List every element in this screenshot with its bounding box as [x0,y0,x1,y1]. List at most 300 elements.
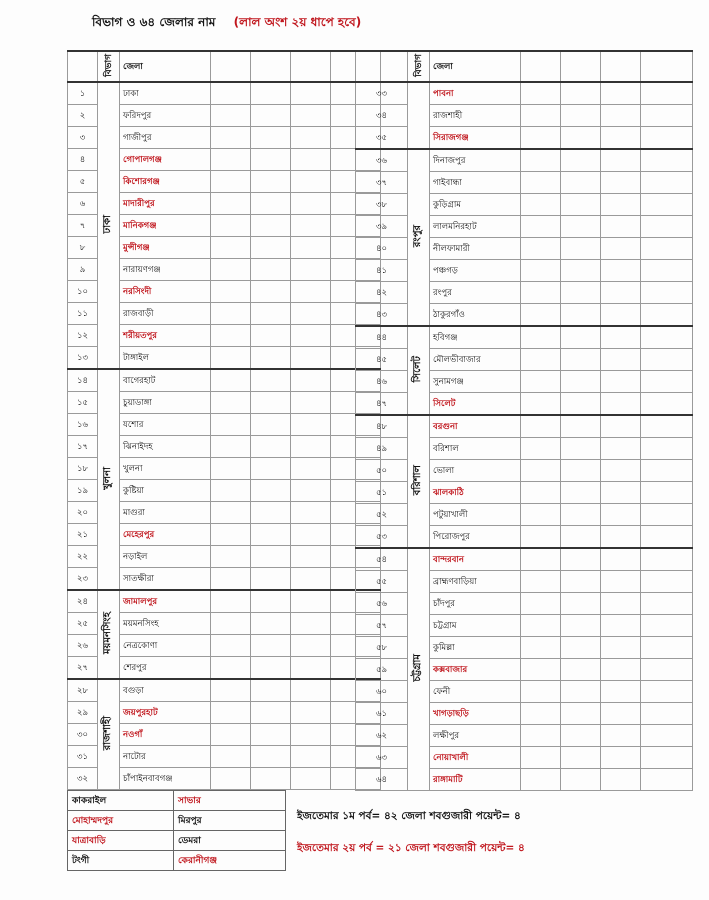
area-cell: সাভার [174,791,286,811]
empty-cell [521,216,561,238]
empty-cell [561,304,601,327]
empty-cell [641,304,693,327]
empty-cell [641,460,693,482]
empty-cell [211,524,251,546]
empty-cell [291,590,331,613]
division-cell [98,590,120,679]
serial-number: ৫৩ [356,526,408,549]
left-district-table [67,50,381,790]
serial-number: ৪ [68,149,98,171]
empty-cell [561,615,601,637]
empty-cell [521,304,561,327]
district-name: চাঁপাইনবাবগঞ্জ [120,768,211,790]
empty-cell [601,304,641,327]
empty-cell [251,590,291,613]
empty-cell [561,349,601,371]
empty-cell [601,127,641,150]
empty-cell [251,546,291,568]
empty-cell [601,637,641,659]
empty-cell [291,215,331,237]
empty-cell [211,347,251,370]
empty-cell [561,127,601,150]
district-row [356,304,693,327]
district-row [356,725,693,747]
empty-cell [641,747,693,769]
empty-cell [641,548,693,571]
empty-cell [521,747,561,769]
empty-cell [251,171,291,193]
empty-cell [291,127,331,149]
empty-cell [561,105,601,127]
empty-cell [561,172,601,194]
empty-cell [561,482,601,504]
area-cell: কেরানীগঞ্জ [174,851,286,871]
empty-cell [291,347,331,370]
district-row [356,659,693,681]
district-name: নারায়ণগঞ্জ [120,259,211,281]
title-text: বিভাগ ও ৬৪ জেলার নাম [92,15,216,29]
district-name: রাঙ্গামাটি [430,769,521,791]
division-header-label: বিভাগ [104,53,114,77]
serial-number: ১৮ [68,458,98,480]
serial-number: ৬৪ [356,769,408,791]
district-row [356,615,693,637]
empty-cell [561,393,601,416]
district-name: বগুড়া [120,679,211,702]
title-note: (লাল অংশ ২য় ধাপে হবে) [233,15,362,29]
right-district-table [355,50,693,791]
empty-cell [291,303,331,325]
district-row [356,393,693,416]
empty-cell [291,746,331,768]
empty-cell [601,82,641,105]
empty-cell [521,593,561,615]
empty-cell [211,746,251,768]
division-name: ময়মনসিংহ [102,612,113,654]
district-name: ঠাকুরগাঁও [430,304,521,327]
empty-cell [291,635,331,657]
empty-cell [561,194,601,216]
empty-cell [601,105,641,127]
serial-number: ৩ [68,127,98,149]
empty-cell [291,724,331,746]
empty-cell [521,127,561,150]
district-name: খুলনা [120,458,211,480]
district-name: ফেনী [430,681,521,703]
empty-cell [561,703,601,725]
serial-number: ৮ [68,237,98,259]
empty-cell [251,105,291,127]
district-name: চাঁদপুর [430,593,521,615]
district-name: নওগাঁ [120,724,211,746]
empty-cell [641,725,693,747]
empty-cell [601,571,641,593]
empty-cell [251,524,291,546]
serial-number: ৩১ [68,746,98,768]
district-name: বরিশাল [430,438,521,460]
empty-cell [211,768,251,790]
district-name: নরসিংদী [120,281,211,303]
area-cell: টংগী [68,851,174,871]
empty-cell [211,480,251,502]
empty-cell [601,172,641,194]
empty-cell [251,303,291,325]
empty-cell [641,216,693,238]
empty-cell [641,615,693,637]
empty-cell [211,392,251,414]
district-row [356,105,693,127]
empty-cell [601,482,641,504]
empty-cell [521,438,561,460]
district-name: কুমিল্লা [430,637,521,659]
district-name: ঢাকা [120,82,211,105]
division-cell [408,548,430,791]
district-row [356,326,693,349]
empty-cell [561,747,601,769]
empty-cell [211,105,251,127]
table-header-row [68,51,381,82]
district-header: জেলা [430,51,521,82]
phase-two-note: ইজতেমার ২য় পর্ব = ২১ জেলা শবগুজারী পয়েন্ট= ৪ [297,842,525,854]
serial-number: ২৭ [68,657,98,680]
empty-cell [601,326,641,349]
serial-number: ৪৯ [356,438,408,460]
district-name: কুষ্টিয়া [120,480,211,502]
empty-cell [291,237,331,259]
district-name: জামালপুর [120,590,211,613]
district-row [68,590,381,613]
empty-cell [251,82,291,105]
empty-cell [641,659,693,681]
page-title [92,14,361,34]
district-name: ময়মনসিংহ [120,613,211,635]
empty-cell [291,193,331,215]
empty-cell [561,326,601,349]
district-name: গোপালগঞ্জ [120,149,211,171]
district-name: চুয়াডাঙ্গা [120,392,211,414]
empty-cell [251,568,291,591]
empty-cell [251,635,291,657]
district-name: শেরপুর [120,657,211,680]
empty-cell [601,216,641,238]
empty-cell [561,769,601,791]
empty-cell [521,482,561,504]
serial-number: ২ [68,105,98,127]
district-row [356,82,693,105]
empty-cell [601,593,641,615]
division-header-label: বিভাগ [414,53,424,77]
empty-cell [291,281,331,303]
empty-cell [521,172,561,194]
empty-cell [291,325,331,347]
district-header: জেলা [120,51,211,82]
serial-number: ৫৪ [356,548,408,571]
empty-cell [211,281,251,303]
table-header-row [356,51,693,82]
empty-cell [291,480,331,502]
serial-number: ১৫ [68,392,98,414]
empty-cell [641,127,693,150]
district-name: মেহেরপুর [120,524,211,546]
serial-number: ৪৬ [356,371,408,393]
empty-cell [601,393,641,416]
empty-cell [211,702,251,724]
area-cell: যাত্রাবাড়ি [68,831,174,851]
empty-cell [211,414,251,436]
empty-cell [521,703,561,725]
district-row [356,482,693,504]
district-name: গাজীপুর [120,127,211,149]
serial-number: ১৬ [68,414,98,436]
empty-cell [601,282,641,304]
serial-number: ১৪ [68,369,98,392]
serial-header [356,51,408,82]
empty-cell [521,460,561,482]
area-row [68,791,286,811]
serial-number: ৩৬ [356,149,408,172]
empty-cell [251,392,291,414]
district-name: লালমনিরহাট [430,216,521,238]
serial-number: ১৩ [68,347,98,370]
serial-number: ৬০ [356,681,408,703]
empty-cell [521,504,561,526]
empty-cell [521,681,561,703]
district-name: কুড়িগ্রাম [430,194,521,216]
empty-cell [641,149,693,172]
empty-cell [561,571,601,593]
area-cell: ডেমরা [174,831,286,851]
division-name: খুলনা [102,466,113,490]
district-name: খাগড়াছড়ি [430,703,521,725]
division-cell [408,149,430,326]
empty-cell [251,724,291,746]
district-name: ঝিনাইদহ [120,436,211,458]
empty-cell [521,371,561,393]
empty-cell [251,679,291,702]
serial-number: ১২ [68,325,98,347]
empty-cell [561,460,601,482]
empty-cell [211,546,251,568]
empty-cell [641,349,693,371]
area-row [68,811,286,831]
empty-cell [291,702,331,724]
district-row [356,149,693,172]
area-row [68,831,286,851]
area-row [68,851,286,871]
serial-number: ৩৭ [356,172,408,194]
district-name: শরীয়তপুর [120,325,211,347]
serial-number: ৫৮ [356,637,408,659]
district-name: মানিকগঞ্জ [120,215,211,237]
division-cell [408,326,430,415]
empty-cell [211,436,251,458]
serial-number: ৬২ [356,725,408,747]
empty-cell [211,635,251,657]
district-name: মৌলভীবাজার [430,349,521,371]
empty-cell [251,325,291,347]
empty-cell [521,238,561,260]
empty-cell [521,105,561,127]
empty-cell [561,637,601,659]
empty-cell [251,702,291,724]
empty-cell [601,659,641,681]
empty-cell [601,725,641,747]
district-row [356,460,693,482]
empty-cell [521,194,561,216]
empty-cell [641,172,693,194]
district-row [356,769,693,791]
empty-cell [641,438,693,460]
district-name: মুন্সীগঞ্জ [120,237,211,259]
district-name: পঞ্চগড় [430,260,521,282]
empty-cell [291,259,331,281]
empty-header-cell [291,51,331,82]
empty-cell [641,238,693,260]
empty-cell [291,568,331,591]
empty-cell [561,593,601,615]
division-name: বরিশাল [412,464,423,496]
serial-number: ২৪ [68,590,98,613]
empty-cell [561,725,601,747]
empty-cell [601,438,641,460]
division-header [98,51,120,82]
empty-cell [521,260,561,282]
empty-cell [521,82,561,105]
empty-cell [251,436,291,458]
serial-number: ৬৩ [356,747,408,769]
serial-number: ১১ [68,303,98,325]
empty-cell [641,769,693,791]
district-name: ঝালকাঠি [430,482,521,504]
empty-cell [521,659,561,681]
serial-number: ৩৮ [356,194,408,216]
empty-cell [521,149,561,172]
empty-cell [291,613,331,635]
empty-cell [211,127,251,149]
empty-cell [521,326,561,349]
empty-cell [561,282,601,304]
district-name: লক্ষীপুর [430,725,521,747]
division-name: ঢাকা [102,214,113,234]
empty-cell [291,546,331,568]
empty-cell [251,458,291,480]
empty-cell [561,82,601,105]
serial-number: ৫২ [356,504,408,526]
empty-cell [521,769,561,791]
district-row [356,681,693,703]
area-cell: মোহাম্মদপুর [68,811,174,831]
serial-number: ৫৫ [356,571,408,593]
district-name: সিরাজগঞ্জ [430,127,521,150]
empty-cell [291,369,331,392]
serial-number: ২২ [68,546,98,568]
empty-cell [601,149,641,172]
empty-cell [561,438,601,460]
district-row [356,172,693,194]
empty-cell [601,526,641,549]
district-row [356,571,693,593]
district-name: টাঙ্গাইল [120,347,211,370]
division-name: সিলেট [412,355,423,383]
empty-cell [641,504,693,526]
empty-cell [291,524,331,546]
empty-cell [601,769,641,791]
district-row [356,238,693,260]
empty-cell [641,703,693,725]
district-name: হবিগঞ্জ [430,326,521,349]
serial-number: ৪০ [356,238,408,260]
empty-cell [251,414,291,436]
empty-cell [601,548,641,571]
district-name: নড়াইল [120,546,211,568]
district-name: গাইবান্ধা [430,172,521,194]
serial-number: ২৯ [68,702,98,724]
district-row [356,216,693,238]
empty-cell [641,681,693,703]
district-name: ভোলা [430,460,521,482]
division-cell [408,415,430,548]
empty-cell [291,679,331,702]
empty-cell [521,393,561,416]
serial-number: ২৩ [68,568,98,591]
empty-cell [211,590,251,613]
area-cell: মিরপুর [174,811,286,831]
district-row [356,747,693,769]
empty-cell [291,502,331,524]
serial-number: ১৭ [68,436,98,458]
serial-number: ৬ [68,193,98,215]
district-row [356,703,693,725]
serial-number: ২৮ [68,679,98,702]
serial-number: ১৯ [68,480,98,502]
district-name: রংপুর [430,282,521,304]
serial-number: ৪২ [356,282,408,304]
empty-cell [211,724,251,746]
district-row [356,194,693,216]
empty-header-cell [521,51,561,82]
empty-cell [641,393,693,416]
empty-cell [601,460,641,482]
empty-cell [601,703,641,725]
serial-number: ৩০ [68,724,98,746]
empty-header-cell [251,51,291,82]
district-row [356,438,693,460]
empty-cell [641,571,693,593]
district-name: ফরিদপুর [120,105,211,127]
empty-cell [641,415,693,438]
serial-number: ৫১ [356,482,408,504]
phase-one-note: ইজতেমার ১ম পর্ব= ৪২ জেলা শবগুজারী পয়েন্ট= ৪ [297,810,521,822]
empty-cell [521,571,561,593]
serial-number: ৫৯ [356,659,408,681]
district-name: পিরোজপুর [430,526,521,549]
empty-cell [601,681,641,703]
empty-cell [291,82,331,105]
empty-cell [641,260,693,282]
district-name: ব্রাহ্মণবাড়িয়া [430,571,521,593]
district-name: নোয়াখালী [430,747,521,769]
serial-number: ৫৭ [356,615,408,637]
empty-cell [251,215,291,237]
empty-cell [561,504,601,526]
serial-number: ৪৪ [356,326,408,349]
empty-cell [641,326,693,349]
empty-cell [521,725,561,747]
district-name: নাটোর [120,746,211,768]
empty-cell [211,193,251,215]
empty-cell [641,371,693,393]
empty-cell [291,392,331,414]
